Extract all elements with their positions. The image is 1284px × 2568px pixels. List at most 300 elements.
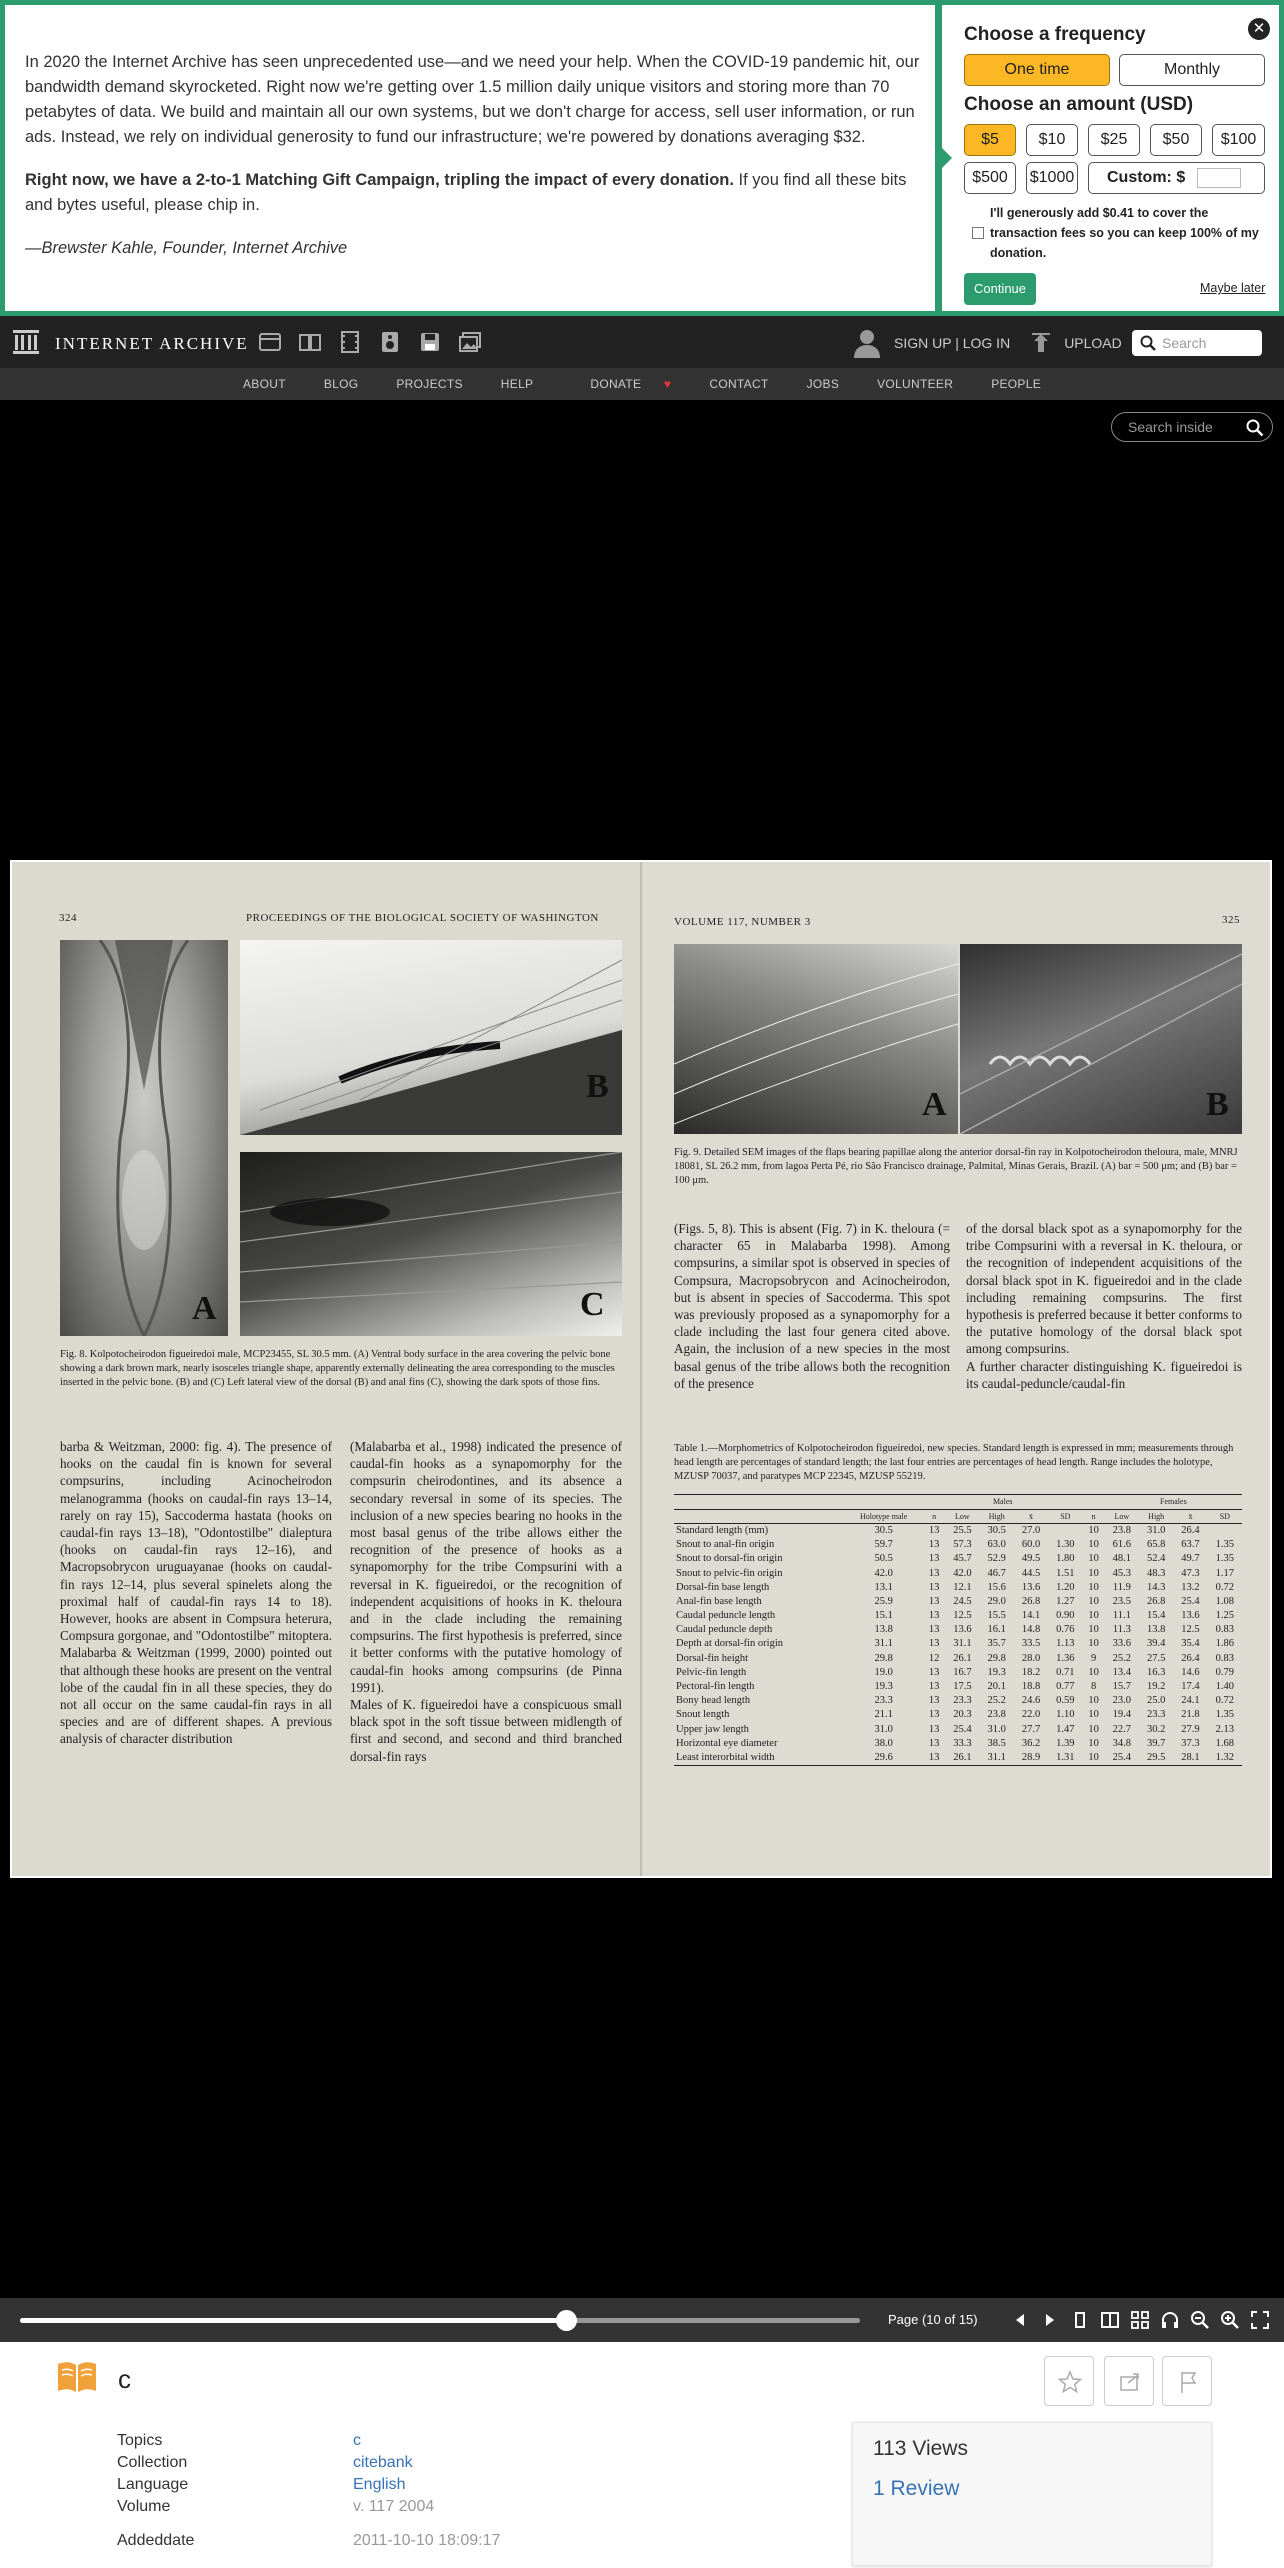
table-row — [674, 1665, 1242, 1679]
user-icon[interactable] — [852, 328, 882, 358]
metadata-value[interactable]: c — [353, 2432, 361, 2449]
table-cell: 26.1 — [953, 1751, 972, 1763]
table-cell: 25.4 — [1112, 1751, 1132, 1763]
fig9-caption: Fig. 9. Detailed SEM images of the flaps bearing papillae along the anterior dorsal-fin ray in Kolpotocheirodon theloura, male, MNRJ 18081, SL 26.2 mm, from lagoa Perta Pé, rio São Francisco drainage, Palmital, Minas Gerais, Brazil. (A) bar = 500 μm; and (B) bar = 100 μm. — [674, 1147, 1238, 1186]
table-cell: 1.47 — [1056, 1723, 1075, 1735]
nav-volunteer[interactable]: VOLUNTEER — [877, 377, 954, 391]
table-cell: 16.1 — [987, 1624, 1006, 1636]
video-icon[interactable] — [338, 330, 362, 354]
table-cell: 13.6 — [1181, 1610, 1200, 1622]
nav-people[interactable]: PEOPLE — [991, 377, 1042, 391]
metadata-key: Topics — [117, 2432, 163, 2449]
table-cell: 27.9 — [1181, 1723, 1200, 1735]
web-icon[interactable] — [258, 330, 282, 354]
fig9b-image — [960, 944, 1242, 1134]
table-row — [674, 1722, 1242, 1736]
table-cell: 26.4 — [1181, 1652, 1200, 1664]
table-cell: 50.5 — [874, 1553, 893, 1565]
amount-50-button[interactable]: $50 — [1150, 124, 1202, 156]
heart-icon: ♥ — [663, 377, 672, 391]
table-cell: 0.72 — [1215, 1581, 1234, 1593]
table-cell: 13 — [928, 1567, 940, 1579]
table-cell: 25.2 — [987, 1695, 1006, 1707]
table-cell: 52.4 — [1146, 1553, 1166, 1565]
reviews-link[interactable]: 1 Review — [873, 2477, 960, 2500]
table-cell: 1.25 — [1215, 1610, 1234, 1622]
upload-link[interactable]: UPLOAD — [1064, 335, 1122, 351]
table-cell: 24.5 — [953, 1595, 972, 1607]
table-cell: 20.3 — [953, 1709, 972, 1721]
views-count: 113 Views — [873, 2437, 968, 2460]
page-label: Page (10 of 15) — [888, 2312, 978, 2327]
table-cell: 19.0 — [874, 1666, 893, 1678]
table-cell: 13.6 — [953, 1624, 972, 1636]
item-title: c — [118, 2364, 131, 2394]
table-group-males: Males — [923, 1495, 1082, 1509]
table-cell: 12.1 — [953, 1581, 972, 1593]
custom-amount-label: Custom: $ — [1107, 169, 1186, 186]
fig8-caption: Fig. 8. Kolpotocheirodon figueiredoi male, MCP23455, SL 30.5 mm. (A) Ventral body surface in the area covering the pelvic bone showing a dark brown mark, nearly isosceles triangle shape, apparently externally delineating the area corresponding to the muscles inserted in the pelvic bone. (B) and (C) Left lateral view of the dorsal (B) and anal fins (C), showing the dark spots of those fins. — [60, 1349, 615, 1388]
table-cell: 33.5 — [1021, 1638, 1041, 1650]
left-page-number: 324 — [59, 912, 77, 924]
table-cell: 1.30 — [1056, 1539, 1075, 1551]
page-slider[interactable] — [20, 2318, 860, 2323]
table-header-cell: Low — [945, 1509, 979, 1523]
thumbnail-view-icon[interactable] — [1130, 2310, 1150, 2330]
table-cell: Bony head length — [676, 1695, 751, 1707]
table-cell: Pectoral-fin length — [676, 1681, 755, 1693]
table-cell: 13 — [928, 1681, 940, 1693]
flag-button[interactable] — [1162, 2356, 1212, 2406]
table-cell: 9 — [1090, 1652, 1097, 1664]
table-cell: 31.1 — [953, 1638, 972, 1650]
table-cell: 29.8 — [987, 1652, 1006, 1664]
donation-form — [958, 0, 1284, 316]
zoom-out-icon[interactable] — [1190, 2310, 1210, 2330]
table-cell: Pelvic-fin length — [676, 1666, 747, 1678]
table-cell: 1.08 — [1215, 1595, 1234, 1607]
table-cell: 27.0 — [1021, 1525, 1041, 1537]
search-icon — [1140, 335, 1156, 351]
table-cell: 17.5 — [953, 1681, 972, 1693]
nav-projects[interactable]: PROJECTS — [396, 377, 463, 391]
table-cell: 11.3 — [1112, 1624, 1131, 1636]
table-header-cell: n — [923, 1509, 945, 1523]
table-cell: 31.0 — [874, 1723, 893, 1735]
table-header-cell: x̄ — [1014, 1509, 1048, 1523]
search-placeholder: Search — [1162, 335, 1207, 351]
user-area — [852, 328, 1122, 358]
table-cell: 27.7 — [1021, 1723, 1041, 1735]
frequency-title: Choose a frequency — [964, 24, 1146, 45]
metadata-key: Language — [117, 2476, 189, 2493]
table-cell: Snout to anal-fin origin — [676, 1539, 775, 1551]
table-cell: 34.8 — [1112, 1737, 1132, 1749]
table-cell: 21.1 — [874, 1709, 893, 1721]
item-details — [0, 2342, 1284, 2568]
table-cell: Upper jaw length — [676, 1723, 749, 1735]
table-cell: 13.8 — [1146, 1624, 1166, 1636]
fee-text: I'll generously add $0.41 to cover the transaction fees so you can keep 100% of my donation. — [990, 206, 1259, 260]
table-group-row — [674, 1495, 1242, 1509]
table-cell: 0.83 — [1215, 1624, 1234, 1636]
table-cell: Dorsal-fin height — [676, 1652, 749, 1664]
left-page-header: PROCEEDINGS OF THE BIOLOGICAL SOCIETY OF WASHINGTON — [246, 912, 599, 924]
fig9-letter-a: A — [922, 1086, 947, 1123]
table-header-cell: High — [1139, 1509, 1173, 1523]
table-cell: Snout length — [676, 1709, 730, 1721]
right-column-2: of the dorsal black spot as a synapomorphy for the tribe Compsurini with a reversal in K. theloura, or the recognition of independent acquisitions of the dorsal black spot in K. figueiredoi and in the clade including remaining compsurins. The first hypothesis is preferred because it better conforms to the putative homology of the dorsal black spot among compsurins. A further character distinguishing K. figueiredoi is its caudal-peduncle/caudal-fin — [966, 1221, 1242, 1391]
table-cell: 1.51 — [1056, 1567, 1075, 1579]
texts-icon[interactable] — [298, 330, 322, 354]
table-cell: 10 — [1088, 1751, 1099, 1763]
banner-arrow — [942, 148, 952, 168]
brand-name[interactable]: INTERNET ARCHIVE — [55, 334, 249, 353]
custom-amount-input[interactable] — [1197, 168, 1241, 188]
table-cell: Least interorbital width — [676, 1751, 775, 1763]
table-cell: 28.9 — [1021, 1751, 1041, 1763]
monthly-button[interactable]: Monthly — [1119, 54, 1265, 86]
table-cell: 10 — [1088, 1567, 1099, 1579]
right-column-1: (Figs. 5, 8). This is absent (Fig. 7) in K. theloura (= character 65 in Malabarba 1998). Among compsurins, a similar spot is observed in species of Compsura, Macropsobrycon and Acinocheirodon, but is absent in species of Saccoderma. This spot was previously proposed as a synapomorphy for a clade including the last four genera cited above. Again, the inclusion of a new species in the most basal genus of the tribe allows both the recognition of the presence — [674, 1221, 950, 1391]
table-cell: 13 — [928, 1595, 940, 1607]
table-cell: 29.8 — [874, 1652, 893, 1664]
table-cell: 10 — [1088, 1624, 1099, 1636]
table-cell: 1.17 — [1215, 1567, 1234, 1579]
maybe-later-link[interactable]: Maybe later — [1200, 281, 1266, 295]
table-cell: 1.32 — [1215, 1751, 1234, 1763]
read-aloud-icon[interactable] — [1160, 2310, 1180, 2330]
table-cell: 24.1 — [1181, 1695, 1200, 1707]
table-cell: 14.8 — [1021, 1624, 1041, 1636]
table-row — [674, 1736, 1242, 1750]
table-cell: 49.7 — [1181, 1553, 1200, 1565]
table-cell: 13 — [928, 1624, 940, 1636]
table-cell: 29.6 — [874, 1751, 893, 1763]
table-cell: 13.8 — [874, 1624, 893, 1636]
table-cell: 45.3 — [1112, 1567, 1132, 1579]
upload-icon[interactable] — [1030, 332, 1052, 354]
amount-25-button[interactable]: $25 — [1088, 124, 1140, 156]
nav-jobs[interactable]: JOBS — [806, 377, 840, 391]
table-cell: 13 — [928, 1525, 940, 1537]
table-cell: 15.7 — [1112, 1681, 1132, 1693]
metadata-key: Collection — [117, 2454, 188, 2471]
search-input[interactable] — [1132, 330, 1262, 356]
table-cell: 1.68 — [1215, 1737, 1234, 1749]
table-cell: 14.1 — [1021, 1610, 1041, 1622]
flag-icon — [1163, 2357, 1213, 2407]
table-cell: 33.3 — [953, 1737, 972, 1749]
table-cell: 0.59 — [1056, 1695, 1075, 1707]
table-cell: 10 — [1088, 1666, 1099, 1678]
star-icon — [1045, 2357, 1095, 2407]
table-cell: 15.5 — [987, 1610, 1006, 1622]
table-cell: 1.35 — [1215, 1553, 1234, 1565]
table-cell: Standard length (mm) — [676, 1525, 769, 1537]
table-cell: Snout to dorsal-fin origin — [676, 1553, 783, 1565]
table-cell: 65.8 — [1146, 1539, 1166, 1551]
table-cell: 48.1 — [1112, 1553, 1132, 1565]
table-cell: 25.5 — [953, 1525, 972, 1537]
metadata-value: 2011-10-10 18:09:17 — [353, 2532, 501, 2549]
table-cell: 28.0 — [1021, 1652, 1041, 1664]
table-cell: 26.1 — [953, 1652, 972, 1664]
table-caption: Table 1.—Morphometrics of Kolpotocheirodon figueiredoi, new species. Standard length is expressed in mm; measurements through head length are percentages of standard length; the last four entries are percentages of head length. Range includes the holotype, MZUSP 70037, and paratypes MCP 22345, MZUSP 55219. — [674, 1443, 1234, 1482]
one-page-view-icon[interactable] — [1070, 2310, 1090, 2330]
table-row — [674, 1552, 1242, 1566]
fig9a-image — [674, 944, 958, 1134]
table-cell: Snout to pelvic-fin origin — [676, 1567, 783, 1579]
table-cell: 19.2 — [1146, 1681, 1166, 1693]
table-cell: 22.7 — [1112, 1723, 1132, 1735]
table-cell: 39.4 — [1146, 1638, 1166, 1650]
table-cell: 10 — [1088, 1723, 1099, 1735]
one-time-button[interactable]: One time — [964, 54, 1110, 86]
table-cell: 13 — [928, 1553, 940, 1565]
table-cell: 23.8 — [1112, 1525, 1132, 1537]
table-cell: 13 — [928, 1695, 940, 1707]
table-row — [674, 1594, 1242, 1608]
nav-help[interactable]: HELP — [500, 377, 534, 391]
page-slider-fill — [20, 2318, 566, 2323]
table-cell: 59.7 — [874, 1539, 893, 1551]
custom-amount — [1088, 162, 1265, 194]
table-cell: 1.86 — [1215, 1638, 1234, 1650]
nav-about[interactable]: ABOUT — [242, 377, 286, 391]
table-cell: Depth at dorsal-fin origin — [676, 1638, 784, 1650]
table-cell: 47.3 — [1181, 1567, 1200, 1579]
nav-contact[interactable]: CONTACT — [709, 377, 769, 391]
amount-1000-button[interactable]: $1000 — [1026, 162, 1078, 194]
table-header-row — [674, 1509, 1242, 1523]
table-cell: 13 — [928, 1709, 940, 1721]
table-cell: 60.0 — [1021, 1539, 1041, 1551]
metadata-row — [117, 2430, 500, 2452]
table-row — [674, 1679, 1242, 1693]
table-cell: 23.8 — [987, 1709, 1006, 1721]
table-cell: 38.0 — [874, 1737, 893, 1749]
amount-5-button[interactable]: $5 — [964, 124, 1016, 156]
table-header-cell: x̄ — [1173, 1509, 1207, 1523]
table-cell: 10 — [1088, 1695, 1099, 1707]
table-cell: 29.5 — [1146, 1751, 1166, 1763]
fee-checkbox[interactable] — [972, 227, 984, 239]
archive-logo-icon[interactable] — [12, 328, 40, 356]
table-cell: 23.3 — [874, 1695, 893, 1707]
table-cell: 44.5 — [1021, 1567, 1041, 1579]
table-cell: 25.4 — [1181, 1595, 1200, 1607]
table-cell — [1048, 1523, 1082, 1537]
audio-icon[interactable] — [378, 330, 402, 354]
table-cell: 23.3 — [953, 1695, 972, 1707]
metadata-row — [117, 2474, 500, 2496]
table-cell: 10 — [1088, 1638, 1099, 1650]
banner-divider — [935, 0, 942, 316]
table-row — [674, 1609, 1242, 1623]
table-cell: 61.6 — [1112, 1539, 1132, 1551]
search-inside-input[interactable] — [1111, 412, 1273, 442]
fig8a-image — [60, 940, 228, 1336]
table-cell: 63.7 — [1181, 1539, 1200, 1551]
amount-title: Choose an amount (USD) — [964, 94, 1194, 115]
book-spread[interactable] — [10, 860, 1272, 1878]
metadata-value: v. 117 2004 — [353, 2498, 435, 2515]
table-cell: 13 — [928, 1610, 940, 1622]
table-cell: 13 — [928, 1723, 940, 1735]
zoom-in-icon[interactable] — [1220, 2310, 1240, 2330]
table-cell: 31.1 — [987, 1751, 1006, 1763]
table-cell: 22.0 — [1021, 1709, 1041, 1721]
software-icon[interactable] — [418, 330, 442, 354]
table-cell: 12.5 — [953, 1610, 972, 1622]
chip-in-text: If you find all these bits and bytes useful, please chip in. — [25, 171, 907, 214]
metadata-value[interactable]: English — [353, 2476, 406, 2493]
table-cell: 30.5 — [874, 1525, 893, 1537]
table-cell: 26.8 — [1146, 1595, 1166, 1607]
table-cell: 13 — [928, 1737, 940, 1749]
amount-100-button[interactable]: $100 — [1212, 124, 1265, 156]
table-cell: 10 — [1088, 1539, 1099, 1551]
table-header-cell: SD — [1048, 1509, 1082, 1523]
table-cell: 30.5 — [987, 1525, 1006, 1537]
table-cell: 8 — [1090, 1681, 1097, 1693]
table-cell: 16.3 — [1146, 1666, 1166, 1678]
table-row — [674, 1708, 1242, 1722]
table-cell: 13.4 — [1112, 1666, 1132, 1678]
left-column-1: barba & Weitzman, 2000: fig. 4). The presence of hooks on the caudal fin is known for several compsurins, including Acinocheirodon melanogramma (hooks on caudal-fin rays 13–14, rarely on ray 15), Saccoderma hastata (hooks on caudal-fin rays 13–18), "Odontostilbe" dialeptura (hooks on caudal-fin rays 12–16), and Macropsobrycon uruguayanae (hooks on caudal-fin rays 12–14, plus several spinelets along the proximal half of caudal-fin rays 14 to 18). However, hooks are absent in Compsura heterura, Compsura gorgonae, and "Odontostilbe" mitoptera. Malabarba & Weitzman (1999, 2000) pointed out that although these hooks are present on the ventral lobe of the caudal fin in all these species, they do not all occur on the same caudal-fin rays in all species and are of different shapes. A previous analysis of character distribution — [60, 1439, 332, 1747]
fullscreen-icon[interactable] — [1250, 2310, 1270, 2330]
table-cell: 11.1 — [1112, 1610, 1131, 1622]
table-cell: 57.3 — [953, 1539, 972, 1551]
table-header-cell: n — [1082, 1509, 1104, 1523]
amount-10-button[interactable]: $10 — [1026, 124, 1078, 156]
banner-paragraph-2 — [25, 168, 925, 218]
table-cell: 1.36 — [1056, 1652, 1075, 1664]
table-cell: 18.8 — [1021, 1681, 1041, 1693]
table-cell: 0.83 — [1215, 1652, 1234, 1664]
banner-signature: —Brewster Kahle, Founder, Internet Archive — [25, 239, 348, 257]
nav-blog[interactable]: BLOG — [323, 377, 359, 391]
table-cell: 11.9 — [1112, 1581, 1131, 1593]
left-column-2: (Malabarba et al., 1998) indicated the presence of caudal-fin hooks as a synapomorphy for the compsurin cheirodontines, and its absence a secondary reversal in some of its species. The inclusion of a new species bearing no hooks in the most basal genus of the tribe allows either the recognition of the presence of hooks as a synapomorphy for the tribe Compsurini with a reversal in K. figueiredoi, or the recognition of independent acquisitions of hooks in K. theloura and in the clade including the remaining compsurins. The first hypothesis is preferred, since it better conforms with the putative homology of caudal-fin hooks among compsurins (de Pinna 1991). Males of K. figueiredoi have a conspicuous small black spot in the soft tissue between midlength of first and second, and second and third branched dorsal-fin rays — [350, 1439, 622, 1764]
fig8-letter-a: A — [192, 1290, 217, 1327]
metadata-value[interactable]: citebank — [353, 2454, 413, 2471]
table-cell: 13 — [928, 1539, 940, 1551]
table-cell — [1208, 1523, 1242, 1537]
table-row — [674, 1538, 1242, 1552]
table-cell: 10 — [1088, 1525, 1099, 1537]
table-cell: 1.35 — [1215, 1709, 1234, 1721]
table-cell: 45.7 — [953, 1553, 972, 1565]
close-banner-button[interactable]: ✕ — [1248, 18, 1270, 40]
table-cell: 1.80 — [1056, 1553, 1075, 1565]
table-cell: 35.7 — [987, 1638, 1006, 1650]
table-cell: 13.1 — [874, 1581, 893, 1593]
table-cell: 35.4 — [1181, 1638, 1200, 1650]
table-header-cell: SD — [1208, 1509, 1242, 1523]
table-cell: 23.5 — [1112, 1595, 1132, 1607]
previous-page-icon[interactable] — [1010, 2310, 1030, 2330]
texts-icon — [56, 2360, 98, 2394]
table-cell: 31.0 — [987, 1723, 1006, 1735]
table-cell: 12 — [928, 1652, 940, 1664]
matching-gift-text: Right now, we have a 2-to-1 Matching Gift Campaign, tripling the impact of every donation. — [25, 171, 734, 189]
table-row — [674, 1566, 1242, 1580]
share-button[interactable] — [1104, 2356, 1154, 2406]
table-cell: 25.2 — [1112, 1652, 1132, 1664]
table-cell: 1.13 — [1056, 1638, 1075, 1650]
table-cell: 29.0 — [987, 1595, 1006, 1607]
table-cell: Caudal peduncle length — [676, 1610, 776, 1622]
table-cell: 13 — [928, 1581, 940, 1593]
fig8-letter-c: C — [580, 1286, 605, 1323]
right-page-number: 325 — [1222, 914, 1240, 926]
next-page-icon[interactable] — [1040, 2310, 1060, 2330]
table-cell: 1.20 — [1056, 1581, 1075, 1593]
search-inside-placeholder: Search inside — [1128, 419, 1213, 435]
banner-message — [25, 50, 925, 279]
banner-paragraph-1: In 2020 the Internet Archive has seen unprecedented use—and we need your help. When the COVID-19 pandemic hit, our bandwidth demand skyrocketed. Right now we're getting over 1.5 million daily unique visitors and storing more than 70 petabytes of data. We build and maintain all our own systems, but we don't charge for access, sell user information, or run ads. Instead, we rely on individual generosity to fund our infrastructure; we're powered by donations averaging $32. — [25, 53, 920, 146]
fig8b-image — [240, 940, 622, 1135]
table-cell: 23.0 — [1112, 1695, 1132, 1707]
right-page — [644, 862, 1270, 1876]
table-cell: 12.5 — [1181, 1624, 1200, 1636]
item-metadata — [117, 2430, 500, 2552]
table-row — [674, 1637, 1242, 1651]
table-cell: 0.79 — [1215, 1666, 1234, 1678]
table-cell: 42.0 — [953, 1567, 972, 1579]
top-nav — [0, 316, 1284, 368]
table-cell: 13.2 — [1181, 1581, 1200, 1593]
table-cell: 15.6 — [987, 1581, 1006, 1593]
table-cell: Caudal peduncle depth — [676, 1624, 773, 1636]
amount-500-button[interactable]: $500 — [964, 162, 1016, 194]
table-cell: 10 — [1088, 1553, 1099, 1565]
favorite-button[interactable] — [1044, 2356, 1094, 2406]
nav-donate[interactable] — [552, 368, 690, 400]
sub-nav — [0, 368, 1284, 400]
table-cell: 1.39 — [1056, 1737, 1075, 1749]
nav-donate-label: DONATE — [590, 377, 642, 391]
table-cell: 37.3 — [1181, 1737, 1200, 1749]
images-icon[interactable] — [458, 330, 482, 354]
table-cell: 31.0 — [1146, 1525, 1166, 1537]
page-slider-handle[interactable] — [556, 2310, 577, 2331]
search-inside-icon[interactable] — [1246, 419, 1264, 437]
table-cell: 14.6 — [1181, 1666, 1200, 1678]
continue-button[interactable]: Continue — [964, 273, 1036, 305]
table-cell: 39.7 — [1146, 1737, 1166, 1749]
table-cell: 1.27 — [1056, 1595, 1075, 1607]
left-page — [12, 862, 644, 1876]
table-cell: 23.3 — [1146, 1709, 1166, 1721]
table-cell: 13 — [928, 1751, 940, 1763]
table-header-cell: Low — [1105, 1509, 1139, 1523]
table-cell: 19.3 — [874, 1681, 893, 1693]
sign-in-link[interactable]: SIGN UP | LOG IN — [894, 335, 1011, 351]
table-cell: 0.72 — [1215, 1695, 1234, 1707]
table-header-cell: Holotype male — [844, 1509, 923, 1523]
two-page-view-icon[interactable] — [1100, 2310, 1120, 2330]
table-cell: 15.1 — [874, 1610, 893, 1622]
table-row — [674, 1651, 1242, 1665]
table-cell: 20.1 — [987, 1681, 1006, 1693]
table-cell: 24.6 — [1021, 1695, 1041, 1707]
table-cell: 19.3 — [987, 1666, 1006, 1678]
table-cell: 46.7 — [987, 1567, 1006, 1579]
table-cell: 1.35 — [1215, 1539, 1234, 1551]
